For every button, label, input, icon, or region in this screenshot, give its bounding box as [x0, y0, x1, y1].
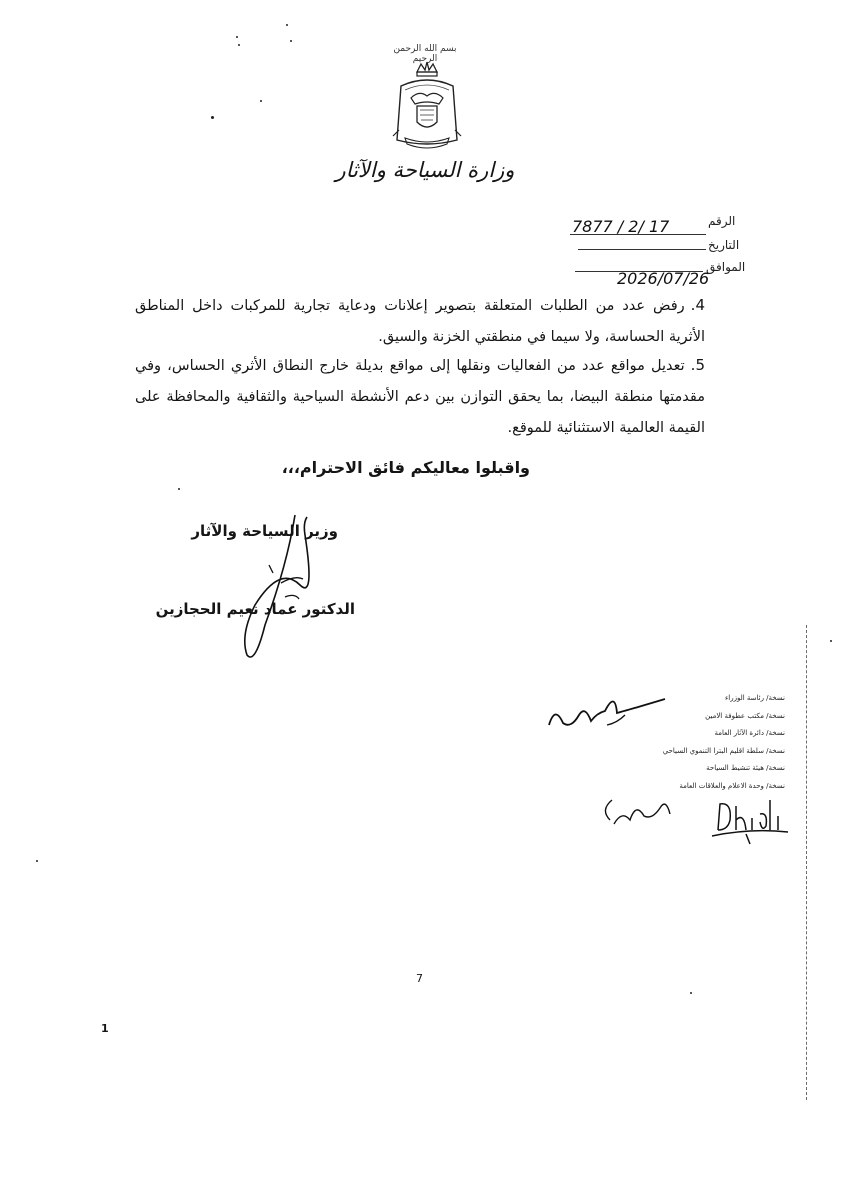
- ministry-name: وزارة السياحة والآثار: [335, 158, 515, 182]
- reference-number-value: 7877 / 2/ 17: [572, 217, 670, 236]
- basmala: بسم الله الرحمن الرحيم: [393, 44, 457, 64]
- jordan-coat-of-arms-icon: [387, 60, 467, 152]
- scan-speck: [290, 40, 292, 42]
- scan-speck: [260, 100, 262, 102]
- minister-title: وزير السياحة والآثار: [191, 522, 338, 540]
- reference-number-label: الرقم: [708, 214, 736, 228]
- body-item-5: [135, 350, 705, 444]
- copy-item: نسخة/ رئاسة الوزراء: [724, 694, 785, 702]
- reference-corresponding-label: الموافق: [706, 260, 746, 274]
- item-number: 5.: [690, 356, 705, 374]
- scan-speck: [178, 488, 180, 490]
- scan-edge-line: [806, 625, 807, 1100]
- closing-salutation: واقبلوا معاليكم فائق الاحترام،،،: [281, 458, 530, 477]
- scan-speck: [36, 860, 38, 862]
- copy-item: نسخة/ وحدة الاعلام والعلاقات العامة: [679, 781, 785, 790]
- scan-speck: [238, 44, 240, 46]
- scan-speck: [211, 116, 214, 119]
- copy-item: نسخة/ دائرة الآثار العامة: [714, 729, 785, 737]
- scan-speck: [236, 36, 238, 38]
- copy-item: نسخة/ هيئة تنشيط السياحة: [706, 764, 785, 772]
- page-number: 7: [416, 972, 423, 985]
- item-number: 4.: [690, 296, 705, 314]
- handwritten-initials-right-icon: [710, 790, 790, 845]
- reference-corresponding-value: 2026/07/26: [617, 269, 710, 288]
- minister-signature-icon: [225, 505, 365, 675]
- corner-number: 1: [101, 1022, 109, 1035]
- handwritten-initials-left-icon: [600, 790, 680, 835]
- item-text: تعديل مواقع عدد من الفعاليات ونقلها إلى مواقع بديلة خارج النطاق الأثري الحساس، وفي مقدمتها منطقة البيضا، بما يحقق التوازن بين دعم الأنشطة السياحية والثقافية والمحافظة على القيمة العالمية الاستثنائية للموقع.: [135, 358, 705, 436]
- copy-item: نسخة/ سلطة اقليم البترا التنموي السياحي: [662, 746, 785, 755]
- scan-speck: [830, 640, 832, 642]
- item-text: رفض عدد من الطلبات المتعلقة بتصوير إعلانات ودعاية تجارية للمركبات داخل المناطق الأثرية الحساسة، ولا سيما في منطقتي الخزنة والسيق.: [135, 298, 705, 345]
- reference-date-line: [578, 249, 706, 250]
- reference-date-label: التاريخ: [708, 238, 740, 252]
- handwritten-initials-icon: [545, 685, 670, 733]
- minister-name: الدكتور عماد نعيم الحجازين: [155, 600, 355, 618]
- scan-speck: [286, 24, 288, 26]
- body-item-4: [135, 290, 705, 353]
- copy-item: نسخة/ مكتب عطوفة الامين: [705, 711, 785, 720]
- scan-speck: [690, 992, 692, 994]
